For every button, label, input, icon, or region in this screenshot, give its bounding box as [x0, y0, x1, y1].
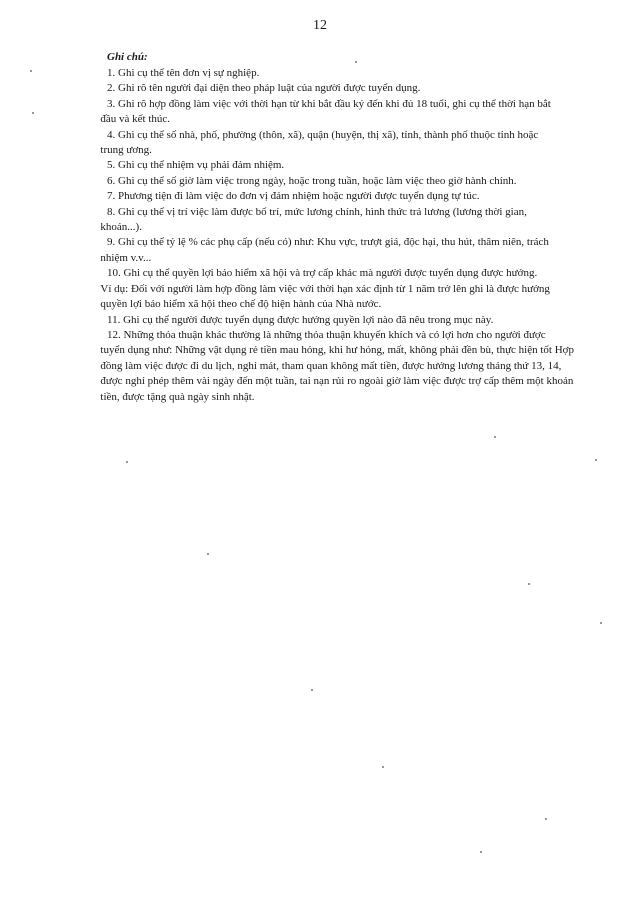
note-line-first: 8. Ghi cụ thể vị trí việc làm được bố trí, mức lương chính, hình thức trả lương (lương thời gian, — [107, 205, 527, 218]
notes-list — [100, 66, 585, 405]
note-line-continued: được nghỉ phép thêm vài ngày đến một tuần, tai nạn rủi ro ngoài giờ làm việc được trợ cấp thêm một khoản — [100, 375, 574, 388]
note-line-continued: tuyển dụng như: Những vật dụng rẻ tiền mau hỏng, khi hư hỏng, mất, không phải đền bù, thực hiện tốt Hợp — [100, 344, 574, 357]
note-line-first: 12. Những thỏa thuận khác thường là những thỏa thuận khuyến khích và có lợi hơn cho người được — [107, 328, 546, 341]
note-line-continued: tiền, được tặng quà ngày sinh nhật. — [100, 390, 255, 403]
note-item — [107, 81, 585, 96]
note-line-first: 1. Ghi cụ thể tên đơn vị sự nghiệp. — [107, 67, 260, 79]
scan-speck — [382, 766, 384, 768]
note-item — [100, 97, 585, 128]
scan-speck — [311, 689, 313, 691]
note-line-continued: đầu và kết thúc. — [100, 113, 171, 126]
notes-title: Ghi chú: — [107, 51, 148, 63]
note-line-first: 2. Ghi rõ tên người đại diện theo pháp luật của người được tuyển dụng. — [107, 82, 421, 95]
note-item — [100, 128, 585, 159]
note-line-first: 5. Ghi cụ thể nhiệm vụ phải đảm nhiệm. — [107, 159, 285, 172]
scan-speck — [355, 61, 357, 63]
note-line-continued: trung ương. — [100, 144, 152, 157]
scan-speck — [528, 583, 530, 585]
note-line-first: 7. Phương tiện đi làm việc do đơn vị đảm nhiệm hoặc người được tuyển dụng tự túc. — [107, 190, 480, 203]
note-line-first: 4. Ghi cụ thể số nhà, phố, phường (thôn, xã), quận (huyện, thị xã), tỉnh, thành phố thuộc tỉnh hoặc — [107, 128, 539, 141]
note-line-first: 9. Ghi cụ thể tỷ lệ % các phụ cấp (nếu có) như: Khu vực, trượt giá, độc hại, thu hút, thâm niên, trách — [107, 236, 549, 249]
scan-speck — [30, 70, 32, 72]
scan-speck — [545, 818, 547, 820]
note-line-continued: nhiệm v.v... — [100, 251, 152, 264]
note-item — [107, 189, 585, 204]
note-line-continued: quyền lợi bảo hiểm xã hội theo chế độ hiện hành của Nhà nước. — [100, 298, 382, 311]
page-number: 12 — [313, 18, 327, 33]
scan-speck — [126, 461, 128, 463]
note-item — [107, 313, 585, 328]
note-item — [107, 174, 585, 189]
scan-speck — [207, 553, 209, 555]
note-line-first: 10. Ghi cụ thể quyền lợi bảo hiểm xã hội và trợ cấp khác mà người được tuyển dụng được hưởng. — [107, 267, 538, 280]
scan-speck — [600, 622, 602, 624]
notes-section — [100, 50, 585, 405]
scan-speck — [32, 112, 34, 114]
note-item — [100, 205, 585, 236]
note-item — [107, 158, 585, 173]
note-line-continued: Ví dụ: Đối với người làm hợp đồng làm việc với thời hạn xác định từ 1 năm trở lên ghi là được hưởng — [100, 282, 550, 295]
note-item — [107, 66, 585, 81]
note-line-continued: đồng làm việc được đi du lịch, nghỉ mát, tham quan không mất tiền, được hưởng lương tháng thứ 13, 14, — [100, 359, 562, 372]
scan-speck — [595, 459, 597, 461]
scan-speck — [494, 436, 496, 438]
scan-speck — [480, 851, 482, 853]
note-item — [100, 328, 585, 405]
note-line-continued: khoán...). — [100, 221, 142, 234]
note-line-first: 6. Ghi cụ thể số giờ làm việc trong ngày, hoặc trong tuần, hoặc làm việc theo giờ hành chính. — [107, 174, 517, 187]
note-line-first: 3. Ghi rõ hợp đồng làm việc với thời hạn từ khi bắt đầu ký đến khi đủ 18 tuổi, ghi cụ thể thời hạn bắt — [107, 97, 551, 110]
note-item — [100, 235, 585, 266]
note-item — [100, 266, 585, 312]
note-line-first: 11. Ghi cụ thể người được tuyển dụng được hưởng quyền lợi nào đã nêu trong mục này. — [107, 313, 494, 326]
